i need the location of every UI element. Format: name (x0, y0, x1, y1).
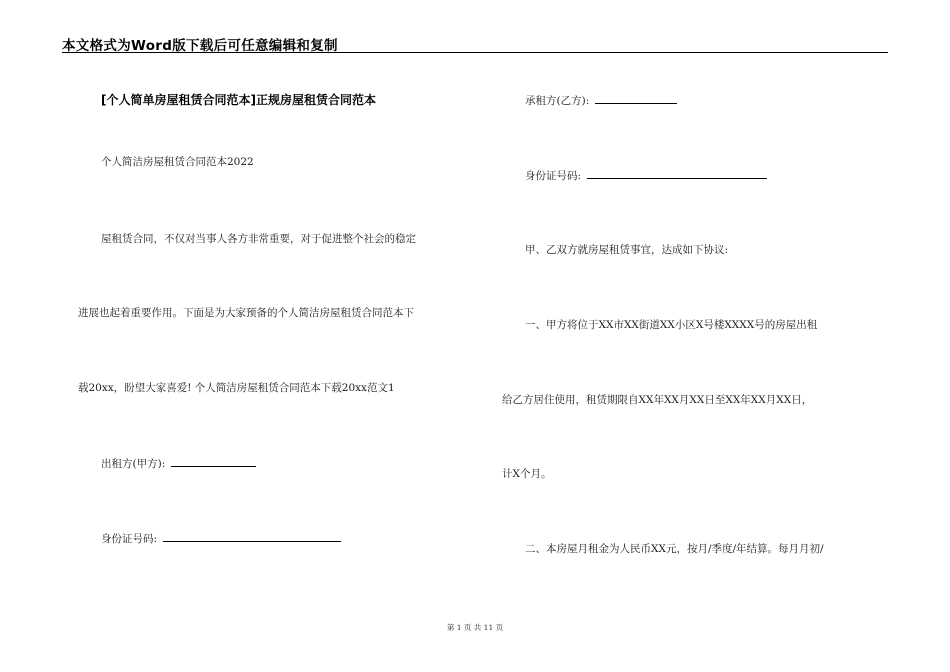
clause-line: 给乙方居住使用，租赁期限自XX年XX月XX日至XX年XX月XX日， (502, 394, 813, 406)
paragraph-line: 进展也起着重要作用。下面是为大家预备的个人简洁房屋租赁合同范本下 (78, 307, 414, 319)
clause-line: 计X个月。 (502, 468, 552, 480)
right-column (475, 0, 950, 672)
agreement-intro: 甲、乙双方就房屋租赁事宜，达成如下协议: (525, 244, 729, 256)
document-heading: [个人简单房屋租赁合同范本]正规房屋租赁合同范本 (101, 93, 376, 107)
clause-line: 二、本房屋月租金为人民币XX元，按月/季度/年结算。每月月初/ (525, 543, 824, 555)
clause-line: 一、甲方将位于XX市XX街道XX小区X号楼XXXX号的房屋出租 (525, 319, 818, 331)
lessee-id-field (525, 168, 767, 183)
paragraph-line: 屋租赁合同，不仅对当事人各方非常重要，对于促进整个社会的稳定 (101, 233, 416, 245)
lessee-id-label: 身份证号码: (525, 170, 582, 182)
lessee-field (525, 93, 677, 108)
lessor-field (101, 456, 256, 471)
lessor-blank-line (171, 456, 256, 467)
lessor-id-blank-line (163, 531, 341, 542)
lessee-label: 承租方(乙方): (525, 95, 590, 107)
document-banner-title: 本文格式为Word版下载后可任意编辑和复制 (62, 38, 338, 54)
lessee-blank-line (595, 93, 677, 104)
document-subtitle: 个人简洁房屋租赁合同范本2022 (101, 156, 254, 168)
lessor-label: 出租方(甲方): (101, 458, 166, 470)
lessor-id-field (101, 531, 341, 546)
lessor-id-label: 身份证号码: (101, 533, 158, 545)
page-number: 第 1 页 共 11 页 (446, 623, 504, 632)
paragraph-line: 载20xx，盼望大家喜爱! 个人简洁房屋租赁合同范本下载20xx范文1 (78, 382, 395, 394)
lessee-id-blank-line (587, 168, 767, 179)
